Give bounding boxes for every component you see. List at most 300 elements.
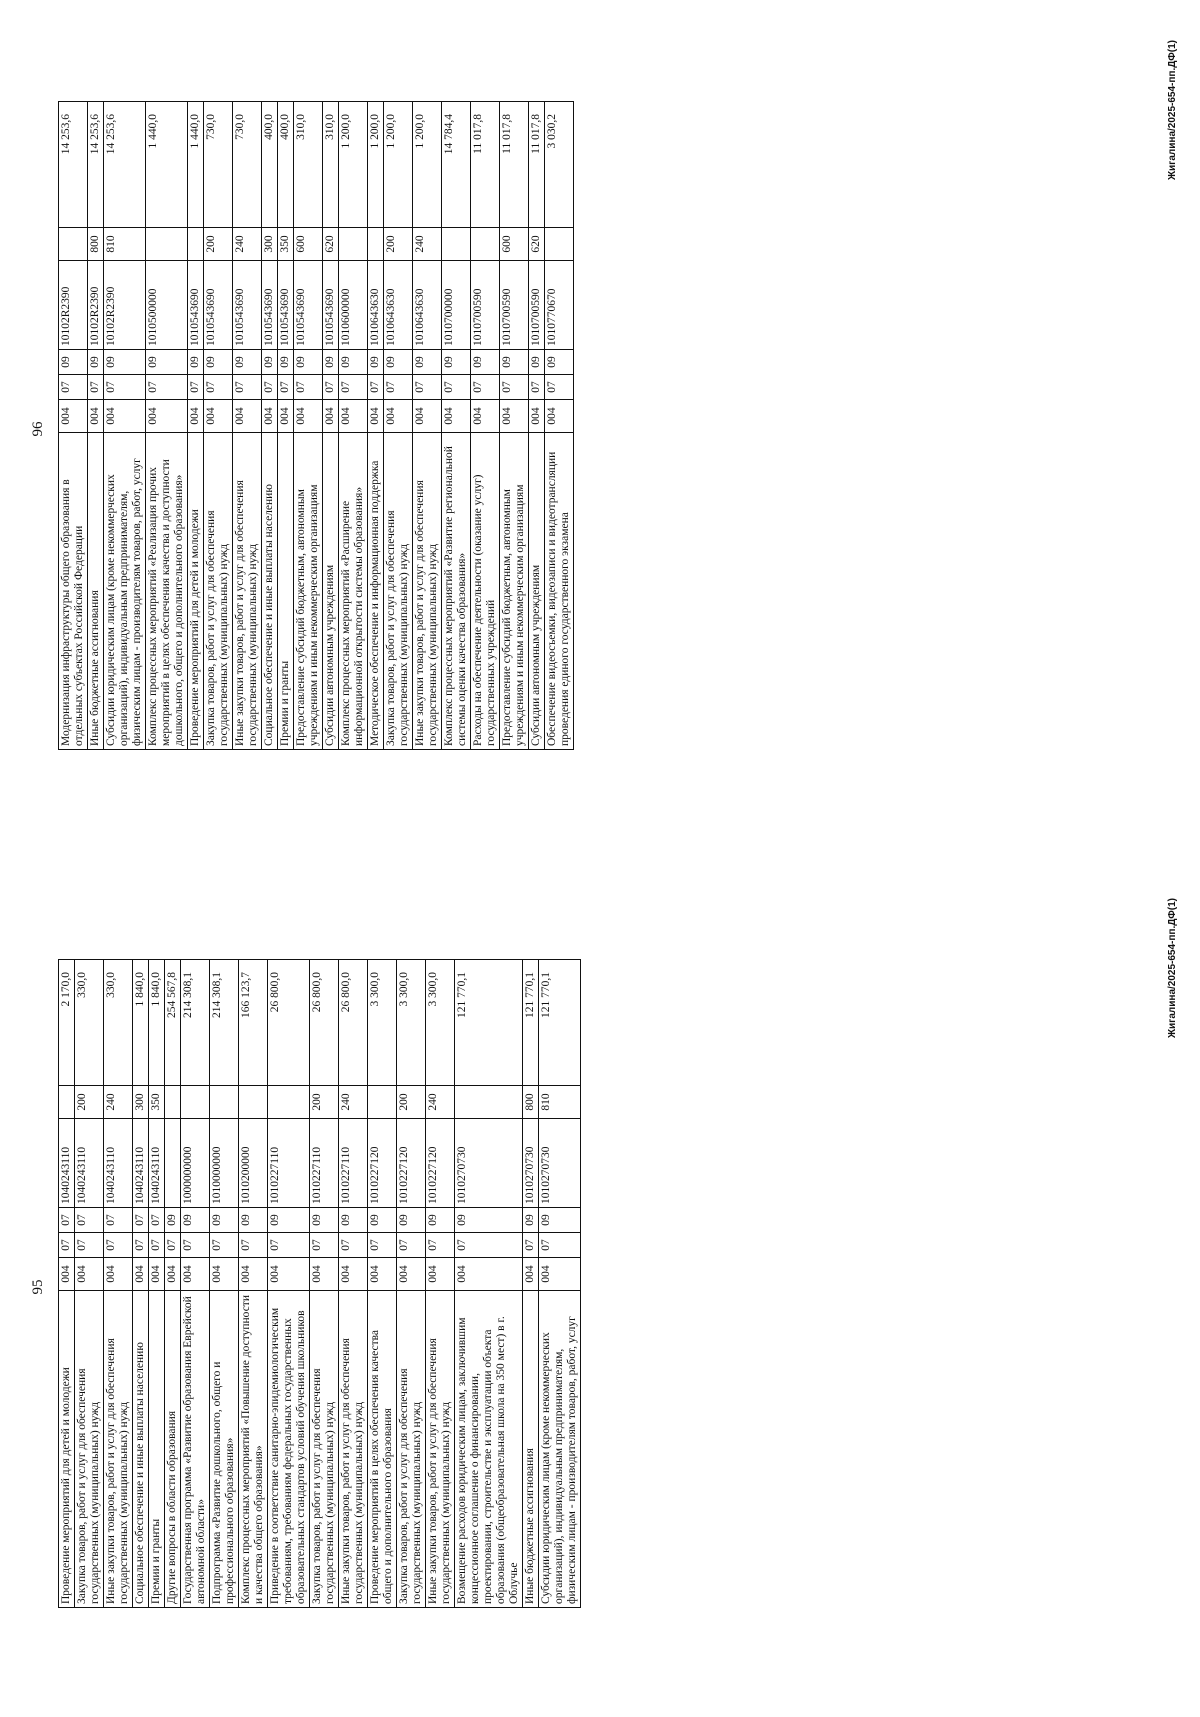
subsection-code: 09: [455, 1208, 523, 1233]
expense-type-code: 200: [75, 1086, 104, 1119]
row-name: Методическое обеспечение и информационная поддержка: [368, 433, 384, 750]
subsection-code: 09: [278, 350, 294, 375]
ministry-code: 004: [426, 1258, 455, 1291]
subsection-code: 09: [413, 350, 442, 375]
subsection-code: 07: [149, 1208, 165, 1233]
ministry-code: 004: [233, 400, 262, 433]
section-code: 07: [268, 1233, 310, 1258]
target-article-code: 1010270730: [539, 1119, 581, 1208]
ministry-code: 004: [188, 400, 204, 433]
ministry-code: 004: [59, 400, 88, 433]
target-article-code: 1040243110: [75, 1119, 104, 1208]
table-row: [278, 102, 294, 750]
expense-type-code: [239, 1086, 268, 1119]
row-name: Расходы на обеспечение деятельности (оказание услуг) государственных учреждений: [471, 433, 500, 750]
budget-table: [58, 959, 581, 1608]
expense-type-code: 800: [88, 228, 104, 261]
row-name: Премии и гранты: [149, 1291, 165, 1608]
target-article-code: 1010270730: [523, 1119, 539, 1208]
expense-type-code: [188, 228, 204, 261]
ministry-code: 004: [310, 1258, 339, 1291]
expense-type-code: [339, 228, 368, 261]
section-code: 07: [204, 375, 233, 400]
subsection-code: 09: [384, 350, 413, 375]
amount: 11 017,8: [471, 102, 500, 228]
subsection-code: 09: [442, 350, 471, 375]
expense-type-code: 600: [294, 228, 323, 261]
row-name: Субсидии автономным учреждениям: [323, 433, 339, 750]
ministry-code: 004: [413, 400, 442, 433]
ministry-code: 004: [539, 1258, 581, 1291]
amount: 330,0: [75, 960, 104, 1086]
table-row: [233, 102, 262, 750]
row-name: Модернизация инфраструктуры общего образования в отдельных субъектах Российской Федерации: [59, 433, 88, 750]
table-row: [339, 102, 368, 750]
expense-type-code: [59, 228, 88, 261]
ministry-code: 004: [278, 400, 294, 433]
amount: 1 200,0: [339, 102, 368, 228]
sheet-96: [0, 0, 1200, 858]
expense-type-code: 240: [339, 1086, 368, 1119]
amount: 14 253,6: [104, 102, 146, 228]
expense-type-code: [545, 228, 574, 261]
section-code: 07: [149, 1233, 165, 1258]
section-code: 07: [294, 375, 323, 400]
ministry-code: 004: [368, 400, 384, 433]
target-article-code: 1010543690: [262, 261, 278, 350]
target-article-code: 1010227120: [426, 1119, 455, 1208]
section-code: 07: [426, 1233, 455, 1258]
amount: 1 200,0: [384, 102, 413, 228]
ministry-code: 004: [455, 1258, 523, 1291]
row-name: Иные закупки товаров, работ и услуг для обеспечения государственных (муниципальных) нужд: [339, 1291, 368, 1608]
page-95: [0, 858, 1200, 1716]
target-article-code: 1010543690: [294, 261, 323, 350]
row-name: Иные бюджетные ассигнования: [523, 1291, 539, 1608]
table-row: [545, 102, 574, 750]
expense-type-code: 200: [204, 228, 233, 261]
row-name: Комплекс процессных мероприятий «Развитие региональной системы оценки качества образования»: [442, 433, 471, 750]
ministry-code: 004: [397, 1258, 426, 1291]
ministry-code: 004: [88, 400, 104, 433]
target-article-code: 1010543690: [204, 261, 233, 350]
section-code: 07: [500, 375, 529, 400]
ministry-code: 004: [529, 400, 545, 433]
target-article-code: 1010500000: [146, 261, 188, 350]
ministry-code: 004: [149, 1258, 165, 1291]
subsection-code: 07: [59, 1208, 75, 1233]
target-article-code: 1040243110: [133, 1119, 149, 1208]
ministry-code: 004: [181, 1258, 210, 1291]
subsection-code: 09: [539, 1208, 581, 1233]
target-article-code: 10102R2390: [88, 261, 104, 350]
section-code: 07: [397, 1233, 426, 1258]
expense-type-code: 200: [310, 1086, 339, 1119]
row-name: Закупка товаров, работ и услуг для обеспечения государственных (муниципальных) нужд: [397, 1291, 426, 1608]
section-code: 07: [75, 1233, 104, 1258]
budget-table: [58, 101, 574, 750]
sheet-95: [0, 858, 1200, 1716]
subsection-code: 09: [181, 1208, 210, 1233]
amount: 1 840,0: [149, 960, 165, 1086]
target-article-code: 1010543690: [233, 261, 262, 350]
amount: 14 253,6: [59, 102, 88, 228]
expense-type-code: [442, 228, 471, 261]
expense-type-code: [268, 1086, 310, 1119]
expense-type-code: [210, 1086, 239, 1119]
row-name: Обеспечение видеосъемки, видеозаписи и видеотрансляции проведения единого государственного экзамена: [545, 433, 574, 750]
subsection-code: 09: [188, 350, 204, 375]
table-row: [146, 102, 188, 750]
target-article-code: [165, 1119, 181, 1208]
table-row: [294, 102, 323, 750]
section-code: 07: [368, 375, 384, 400]
amount: 3 300,0: [368, 960, 397, 1086]
row-name: Государственная программа «Развитие образования Еврейской автономной области»: [181, 1291, 210, 1608]
expense-type-code: [368, 228, 384, 261]
section-code: 07: [59, 1233, 75, 1258]
section-code: 07: [384, 375, 413, 400]
table-row: [529, 102, 545, 750]
table-row: [88, 102, 104, 750]
row-name: Иные закупки товаров, работ и услуг для обеспечения государственных (муниципальных) нужд: [104, 1291, 133, 1608]
ministry-code: 004: [471, 400, 500, 433]
subsection-code: 09: [339, 350, 368, 375]
section-code: 07: [442, 375, 471, 400]
amount: 730,0: [204, 102, 233, 228]
amount: 254 567,8: [165, 960, 181, 1086]
target-article-code: 1010270730: [455, 1119, 523, 1208]
table-row: [204, 102, 233, 750]
page-number: 95: [30, 1279, 46, 1295]
target-article-code: 10102R2390: [104, 261, 146, 350]
amount: 166 123,7: [239, 960, 268, 1086]
amount: 3 300,0: [426, 960, 455, 1086]
table-row: [455, 960, 523, 1608]
amount: 14 784,4: [442, 102, 471, 228]
row-name: Приведение в соответствие санитарно-эпидемиологическим требованиям, требованиям федеральных государственных образовательных стандартов условий обучения школьников: [268, 1291, 310, 1608]
section-code: 07: [413, 375, 442, 400]
amount: 1 200,0: [368, 102, 384, 228]
ministry-code: 004: [384, 400, 413, 433]
subsection-code: 09: [88, 350, 104, 375]
table-row: [165, 960, 181, 1608]
target-article-code: 1010543690: [278, 261, 294, 350]
amount: 26 800,0: [339, 960, 368, 1086]
table-row: [368, 960, 397, 1608]
table-row: [539, 960, 581, 1608]
target-article-code: 1010543690: [323, 261, 339, 350]
subsection-code: 09: [59, 350, 88, 375]
row-name: Премии и гранты: [278, 433, 294, 750]
ministry-code: 004: [523, 1258, 539, 1291]
ministry-code: 004: [133, 1258, 149, 1291]
table-row: [384, 102, 413, 750]
subsection-code: 09: [262, 350, 278, 375]
subsection-code: 09: [268, 1208, 310, 1233]
ministry-code: 004: [268, 1258, 310, 1291]
ministry-code: 004: [59, 1258, 75, 1291]
row-name: Комплекс процессных мероприятий «Реализация прочих мероприятий в целях обеспечения качества и доступности дошкольного, общего и дополнительного образования»: [146, 433, 188, 750]
table-row: [523, 960, 539, 1608]
table-row: [471, 102, 500, 750]
target-article-code: 1040243110: [149, 1119, 165, 1208]
amount: 2 170,0: [59, 960, 75, 1086]
amount: 214 308,1: [181, 960, 210, 1086]
target-article-code: 1010200000: [239, 1119, 268, 1208]
expense-type-code: 300: [262, 228, 278, 261]
table-row: [104, 102, 146, 750]
row-name: Иные закупки товаров, работ и услуг для обеспечения государственных (муниципальных) нужд: [426, 1291, 455, 1608]
subsection-code: 09: [239, 1208, 268, 1233]
target-article-code: 1010643630: [384, 261, 413, 350]
row-name: Проведение мероприятий для детей и молодежи: [59, 1291, 75, 1608]
expense-type-code: 240: [233, 228, 262, 261]
section-code: 07: [310, 1233, 339, 1258]
amount: 730,0: [233, 102, 262, 228]
document-footer: Жигалина/2025-654-пп.ДФ(1): [1167, 40, 1178, 180]
subsection-code: 09: [104, 350, 146, 375]
expense-type-code: 600: [500, 228, 529, 261]
expense-type-code: [165, 1086, 181, 1119]
row-name: Комплекс процессных мероприятий «Расширение информационной открытости системы образования»: [339, 433, 368, 750]
table-row: [413, 102, 442, 750]
section-code: 07: [529, 375, 545, 400]
target-article-code: 1010700590: [500, 261, 529, 350]
expense-type-code: 810: [539, 1086, 581, 1119]
subsection-code: 07: [133, 1208, 149, 1233]
subsection-code: 07: [104, 1208, 133, 1233]
table-row: [104, 960, 133, 1608]
section-code: 07: [523, 1233, 539, 1258]
ministry-code: 004: [210, 1258, 239, 1291]
ministry-code: 004: [204, 400, 233, 433]
table-row: [210, 960, 239, 1608]
subsection-code: 09: [523, 1208, 539, 1233]
expense-type-code: 240: [413, 228, 442, 261]
expense-type-code: [455, 1086, 523, 1119]
expense-type-code: 620: [323, 228, 339, 261]
subsection-code: 09: [210, 1208, 239, 1233]
ministry-code: 004: [368, 1258, 397, 1291]
target-article-code: 1010227120: [368, 1119, 397, 1208]
amount: 214 308,1: [210, 960, 239, 1086]
section-code: 07: [339, 1233, 368, 1258]
ministry-code: 004: [294, 400, 323, 433]
target-article-code: 1010643630: [368, 261, 384, 350]
subsection-code: 09: [233, 350, 262, 375]
row-name: Проведение мероприятий в целях обеспечения качества общего и дополнительного образования: [368, 1291, 397, 1608]
table-row: [323, 102, 339, 750]
row-name: Подпрограмма «Развитие дошкольного, общего и профессионального образования»: [210, 1291, 239, 1608]
row-name: Комплекс процессных мероприятий «Повышение доступности и качества общего образования»: [239, 1291, 268, 1608]
row-name: Иные закупки товаров, работ и услуг для обеспечения государственных (муниципальных) нужд: [413, 433, 442, 750]
row-name: Социальное обеспечение и иные выплаты населению: [262, 433, 278, 750]
table-row: [75, 960, 104, 1608]
table-row: [368, 102, 384, 750]
amount: 310,0: [294, 102, 323, 228]
subsection-code: 09: [426, 1208, 455, 1233]
table-row: [442, 102, 471, 750]
target-article-code: 1010770670: [545, 261, 574, 350]
section-code: 07: [133, 1233, 149, 1258]
subsection-code: 09: [165, 1208, 181, 1233]
page-96: [0, 0, 1200, 858]
table-row: [310, 960, 339, 1608]
section-code: 07: [188, 375, 204, 400]
expense-type-code: 240: [104, 1086, 133, 1119]
target-article-code: 1010227110: [268, 1119, 310, 1208]
table-row: [181, 960, 210, 1608]
expense-type-code: 810: [104, 228, 146, 261]
ministry-code: 004: [262, 400, 278, 433]
target-article-code: 1010227120: [397, 1119, 426, 1208]
amount: 26 800,0: [310, 960, 339, 1086]
section-code: 07: [368, 1233, 397, 1258]
table-row: [239, 960, 268, 1608]
target-article-code: 1010227110: [339, 1119, 368, 1208]
section-code: 07: [539, 1233, 581, 1258]
section-code: 07: [104, 375, 146, 400]
expense-type-code: [59, 1086, 75, 1119]
expense-type-code: 350: [278, 228, 294, 261]
ministry-code: 004: [146, 400, 188, 433]
section-code: 07: [339, 375, 368, 400]
subsection-code: 09: [204, 350, 233, 375]
target-article-code: 1040243110: [104, 1119, 133, 1208]
amount: 1 200,0: [413, 102, 442, 228]
target-article-code: 1010700590: [529, 261, 545, 350]
row-name: Иные закупки товаров, работ и услуг для обеспечения государственных (муниципальных) нужд: [233, 433, 262, 750]
row-name: Субсидии автономным учреждениям: [529, 433, 545, 750]
subsection-code: 07: [75, 1208, 104, 1233]
row-name: Закупка товаров, работ и услуг для обеспечения государственных (муниципальных) нужд: [204, 433, 233, 750]
section-code: 07: [233, 375, 262, 400]
subsection-code: 09: [368, 1208, 397, 1233]
ministry-code: 004: [239, 1258, 268, 1291]
ministry-code: 004: [500, 400, 529, 433]
subsection-code: 09: [146, 350, 188, 375]
section-code: 07: [323, 375, 339, 400]
section-code: 07: [146, 375, 188, 400]
section-code: 07: [262, 375, 278, 400]
row-name: Закупка товаров, работ и услуг для обеспечения государственных (муниципальных) нужд: [75, 1291, 104, 1608]
amount: 11 017,8: [500, 102, 529, 228]
amount: 1 440,0: [188, 102, 204, 228]
target-article-code: 1040243110: [59, 1119, 75, 1208]
expense-type-code: [368, 1086, 397, 1119]
row-name: Предоставление субсидий бюджетным, автономным учреждениям и иным некоммерческим организациям: [294, 433, 323, 750]
amount: 26 800,0: [268, 960, 310, 1086]
ministry-code: 004: [339, 1258, 368, 1291]
ministry-code: 004: [339, 400, 368, 433]
ministry-code: 004: [104, 400, 146, 433]
table-row: [149, 960, 165, 1608]
row-name: Возмещение расходов юридическим лицам, заключившим концессионное соглашение о финансировании, проектировании, строительстве и эксплуатации объекта образования (общеобразовательная школа на 350 мест) в г. Облучье: [455, 1291, 523, 1608]
page-number: 96: [30, 421, 46, 437]
target-article-code: 1010700590: [471, 261, 500, 350]
section-code: 07: [104, 1233, 133, 1258]
amount: 400,0: [262, 102, 278, 228]
subsection-code: 09: [397, 1208, 426, 1233]
section-code: 07: [471, 375, 500, 400]
amount: 310,0: [323, 102, 339, 228]
amount: 11 017,8: [529, 102, 545, 228]
subsection-code: 09: [500, 350, 529, 375]
table-row: [188, 102, 204, 750]
section-code: 07: [181, 1233, 210, 1258]
ministry-code: 004: [104, 1258, 133, 1291]
amount: 14 253,6: [88, 102, 104, 228]
ministry-code: 004: [165, 1258, 181, 1291]
table-row: [133, 960, 149, 1608]
section-code: 07: [165, 1233, 181, 1258]
row-name: Проведение мероприятий для детей и молодежи: [188, 433, 204, 750]
subsection-code: 09: [323, 350, 339, 375]
expense-type-code: [181, 1086, 210, 1119]
row-name: Закупка товаров, работ и услуг для обеспечения государственных (муниципальных) нужд: [384, 433, 413, 750]
amount: 121 770,1: [539, 960, 581, 1086]
amount: 400,0: [278, 102, 294, 228]
subsection-code: 09: [471, 350, 500, 375]
document-footer: Жигалина/2025-654-пп.ДФ(1): [1167, 898, 1178, 1038]
ministry-code: 004: [442, 400, 471, 433]
expense-type-code: [146, 228, 188, 261]
amount: 1 840,0: [133, 960, 149, 1086]
subsection-code: 09: [310, 1208, 339, 1233]
ministry-code: 004: [323, 400, 339, 433]
target-article-code: 1000000000: [181, 1119, 210, 1208]
table-row: [262, 102, 278, 750]
table-row: [426, 960, 455, 1608]
expense-type-code: 240: [426, 1086, 455, 1119]
section-code: 07: [455, 1233, 523, 1258]
subsection-code: 09: [545, 350, 574, 375]
table-row: [339, 960, 368, 1608]
row-name: Закупка товаров, работ и услуг для обеспечения государственных (муниципальных) нужд: [310, 1291, 339, 1608]
amount: 121 770,1: [455, 960, 523, 1086]
expense-type-code: 200: [384, 228, 413, 261]
row-name: Субсидии юридическим лицам (кроме некоммерческих организаций), индивидуальным предпринимателям, физическим лицам - производителям товаров, работ, услуг: [104, 433, 146, 750]
table-row: [59, 102, 88, 750]
amount: 3 030,2: [545, 102, 574, 228]
row-name: Другие вопросы в области образования: [165, 1291, 181, 1608]
target-article-code: 1010643630: [413, 261, 442, 350]
section-code: 07: [210, 1233, 239, 1258]
row-name: Социальное обеспечение и иные выплаты населению: [133, 1291, 149, 1608]
amount: 330,0: [104, 960, 133, 1086]
expense-type-code: 620: [529, 228, 545, 261]
row-name: Субсидии юридическим лицам (кроме некоммерческих организаций), индивидуальным предпринимателям, физическим лицам - производителям товаров, работ, услуг: [539, 1291, 581, 1608]
target-article-code: 10102R2390: [59, 261, 88, 350]
section-code: 07: [88, 375, 104, 400]
row-name: Иные бюджетные ассигнования: [88, 433, 104, 750]
target-article-code: 1010700000: [442, 261, 471, 350]
subsection-code: 09: [294, 350, 323, 375]
subsection-code: 09: [339, 1208, 368, 1233]
target-article-code: 1010227110: [310, 1119, 339, 1208]
table-row: [59, 960, 75, 1608]
table-row: [500, 102, 529, 750]
ministry-code: 004: [75, 1258, 104, 1291]
row-name: Предоставление субсидий бюджетным, автономным учреждениям и иным некоммерческим организациям: [500, 433, 529, 750]
target-article-code: 1010543690: [188, 261, 204, 350]
section-code: 07: [59, 375, 88, 400]
amount: 121 770,1: [523, 960, 539, 1086]
expense-type-code: 350: [149, 1086, 165, 1119]
table-row: [268, 960, 310, 1608]
section-code: 07: [239, 1233, 268, 1258]
